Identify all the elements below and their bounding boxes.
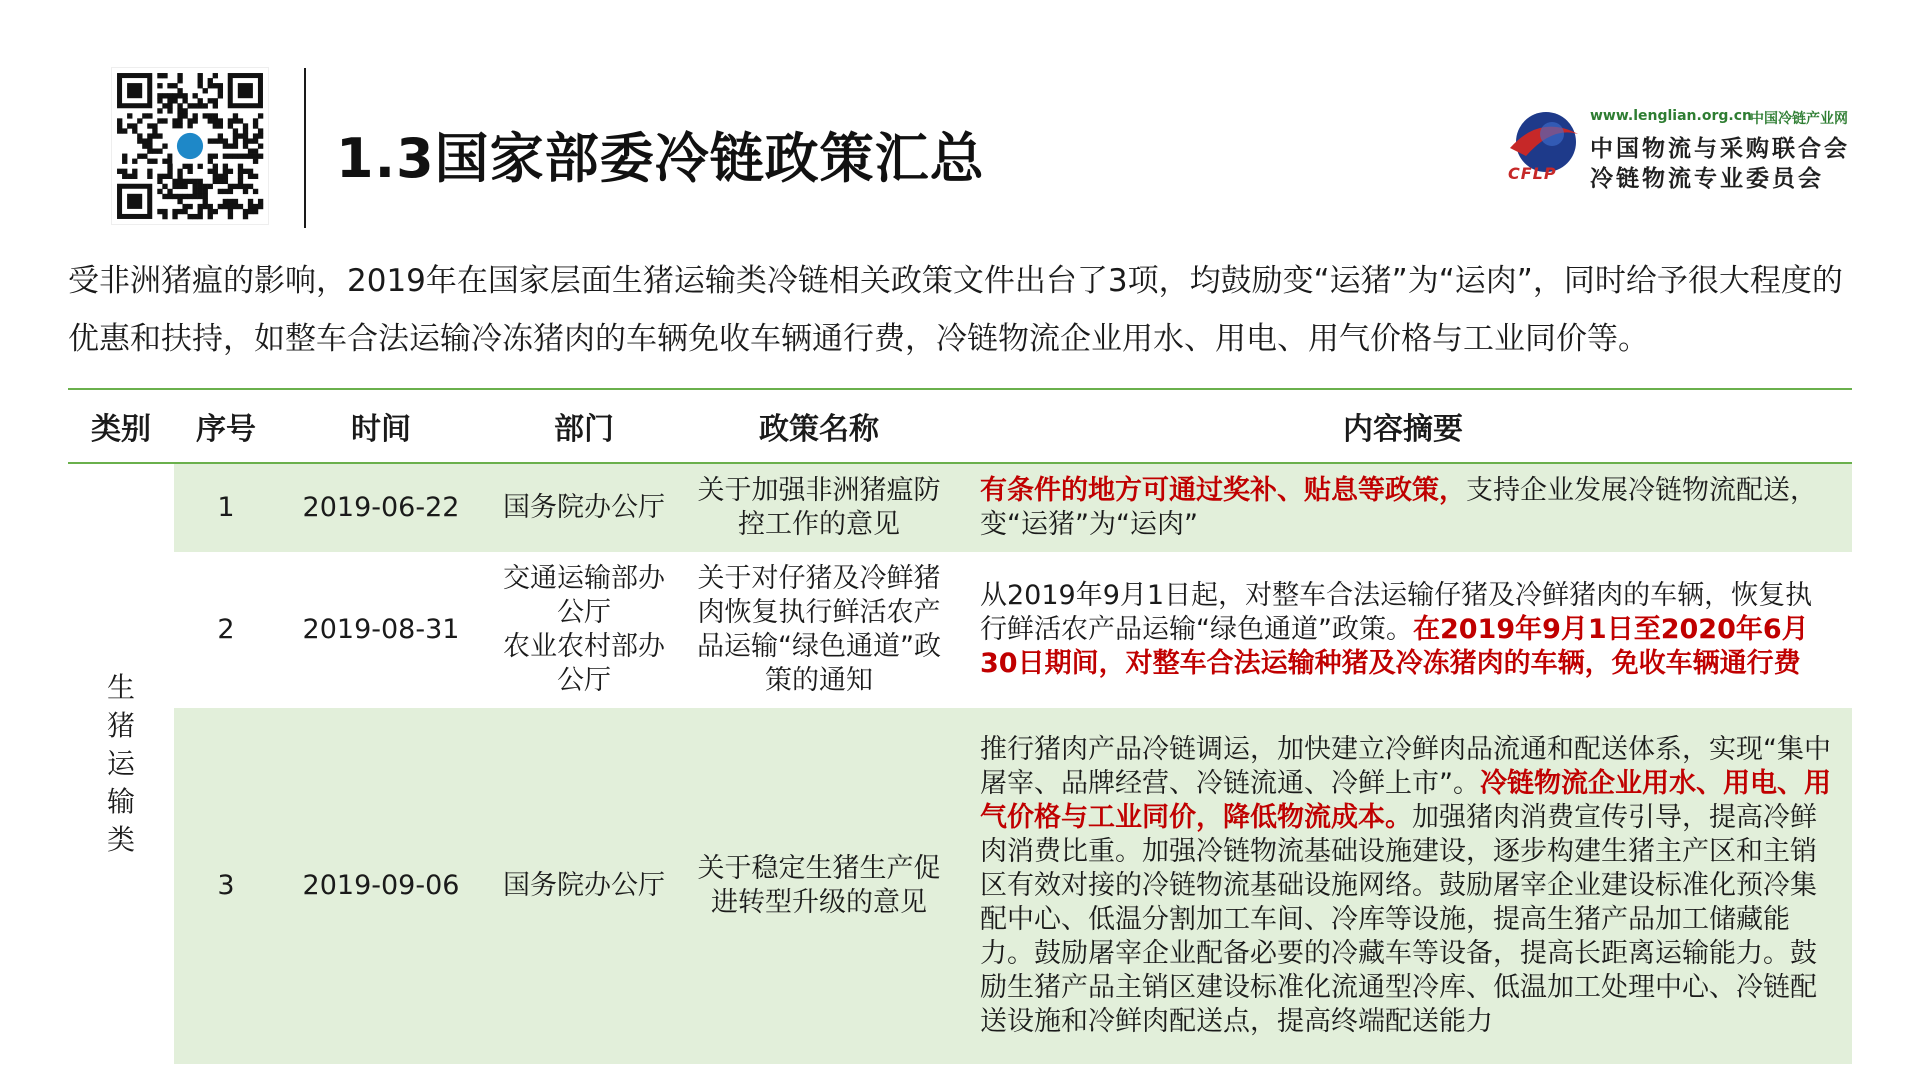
- summary-highlight: 冷链物流企业用水、用电、用气价格与工业同价，降低物流成本。: [980, 768, 1831, 833]
- logo-industry: 中国冷链产业网: [1750, 111, 1848, 127]
- summary-highlight: 在2019年9月1日至2020年6月30日期间，对整车合法运输种猪及冷冻猪肉的车辆，免收车辆通行费: [980, 614, 1809, 679]
- logo-url: www.lenglian.org.cn: [1590, 108, 1752, 124]
- table-header-row: [68, 389, 1852, 463]
- policy-cell: 关于加强非洲猪瘟防控工作的意见: [684, 463, 954, 552]
- header-dept: 部门: [484, 389, 684, 463]
- dept-cell: 交通运输部办公厅 农业农村部办公厅: [503, 563, 665, 696]
- policy-cell: 关于对仔猪及冷鲜猪肉恢复执行鲜活农产品运输“绿色通道”政策的通知: [697, 563, 941, 696]
- table-row: [68, 463, 1852, 552]
- category-label: 生猪运输类: [106, 671, 135, 856]
- summary-text: 支持企业发展冷链物流配送，变“运猪”为“运肉”: [980, 475, 1817, 540]
- seq-cell: 2: [217, 614, 235, 645]
- header-date: 时间: [278, 389, 484, 463]
- dept-cell: 国务院办公厅: [484, 463, 684, 552]
- qr-code: [112, 68, 268, 224]
- header-seq: 序号: [174, 389, 278, 463]
- summary-cell: [954, 463, 1852, 552]
- date-cell: 2019-09-06: [278, 708, 484, 1064]
- seq-cell: 1: [174, 463, 278, 552]
- summary-cell: [954, 708, 1852, 1064]
- header-summary: 内容摘要: [954, 389, 1852, 463]
- policy-cell: 关于稳定生猪生产促进转型升级的意见: [684, 708, 954, 1064]
- title-divider: [304, 68, 306, 228]
- org-logo: [1500, 104, 1880, 194]
- page-title: 1.3国家部委冷链政策汇总: [336, 127, 985, 190]
- summary-text: 从2019年9月1日起，对整车合法运输仔猪及冷鲜猪肉的车辆，恢复执行鲜活农产品运输“绿色通道”政策。: [980, 580, 1813, 645]
- date-cell: 2019-08-31: [302, 614, 460, 645]
- logo-org-committee: 冷链物流专业委员会: [1590, 166, 1824, 192]
- policy-table: [68, 388, 1852, 1064]
- intro-paragraph: 受非洲猪瘟的影响，2019年在国家层面生猪运输类冷链相关政策文件出台了3项，均鼓励变“运猪”为“运肉”，同时给予很大程度的优惠和扶持，如整车合法运输冷冻猪肉的车辆免收车辆通行费，冷链物流企业用水、用电、用气价格与工业同价等。: [68, 263, 1843, 357]
- summary-text: 推行猪肉产品冷链调运，加快建立冷鲜肉品流通和配送体系，实现“集中屠宰、品牌经营、冷链流通、冷鲜上市”。: [980, 734, 1831, 799]
- header-policy: 政策名称: [684, 389, 954, 463]
- category-cell: [68, 463, 174, 1064]
- logo-org-name: 中国物流与采购联合会: [1590, 136, 1850, 162]
- table-row: [68, 708, 1852, 1064]
- seq-cell: 3: [174, 708, 278, 1064]
- summary-highlight: 有条件的地方可通过奖补、贴息等政策，: [980, 475, 1466, 506]
- date-cell: 2019-06-22: [278, 463, 484, 552]
- logo-mark-text: CFLP: [1508, 164, 1557, 183]
- summary-text: 加强猪肉消费宣传引导，提高冷鲜肉消费比重。加强冷链物流基础设施建设，逐步构建生猪主产区和主销区有效对接的冷链物流基础设施网络。鼓励屠宰企业建设标准化预冷集配中心、低温分割加工车间、冷库等设施，提高生猪产品加工储藏能力。鼓励屠宰企业配备必要的冷藏车等设备，提高长距离运输能力。鼓励生猪产品主销区建设标准化流通型冷库、低温加工处理中心、冷链配送设施和冷鲜肉配送点，提高终端配送能力: [980, 802, 1817, 1037]
- dept-cell: 国务院办公厅: [484, 708, 684, 1064]
- summary-cell: [954, 552, 1852, 708]
- header-category: 类别: [68, 389, 174, 463]
- table-row: [68, 552, 1852, 708]
